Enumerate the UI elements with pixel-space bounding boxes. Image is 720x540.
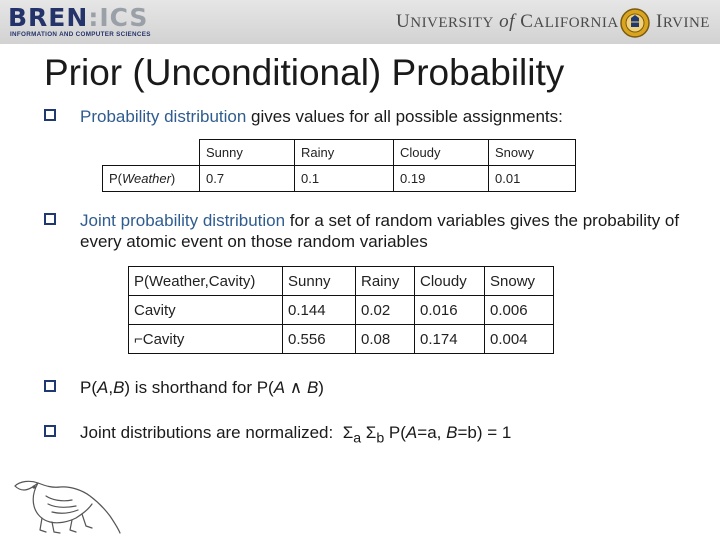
bullet-joint-distribution: Joint probability distribution for a set of random variables gives the probability of every atomic event on those random variables: [44, 210, 694, 252]
table-header-cell: P(Weather,Cavity): [129, 267, 283, 296]
table-header-cell: Sunny: [283, 267, 356, 296]
bullet-shorthand: P(A,B) is shorthand for P(A ∧ B): [44, 377, 684, 398]
table-header-cell: Rainy: [295, 140, 394, 166]
weather-distribution-table: [102, 139, 576, 192]
table-row: [129, 296, 554, 325]
table-header-cell: Sunny: [200, 140, 295, 166]
header-banner: [0, 0, 720, 44]
table-row: [129, 325, 554, 354]
table-header-cell: Cloudy: [415, 267, 485, 296]
table-cell: 0.02: [356, 296, 415, 325]
table-row: [129, 267, 554, 296]
table-row: [103, 166, 576, 192]
table-cell: 0.7: [200, 166, 295, 192]
table-cell: 0.016: [415, 296, 485, 325]
table-cell: 0.19: [394, 166, 489, 192]
table-cell: 0.174: [415, 325, 485, 354]
row-label: ⌐Cavity: [129, 325, 283, 354]
row-label: P(Weather): [103, 166, 200, 192]
irvine-wordmark: IRVINE: [656, 11, 710, 32]
uc-seal-icon: [620, 8, 650, 38]
anteater-logo-icon: [12, 478, 122, 536]
table-cell: 0.1: [295, 166, 394, 192]
table-cell: 0.144: [283, 296, 356, 325]
table-header-cell: Snowy: [489, 140, 576, 166]
bren-ics-logo: BREN:ICS INFORMATION AND COMPUTER SCIENCES: [8, 3, 151, 38]
table-cell: 0.01: [489, 166, 576, 192]
table-cell: 0.556: [283, 325, 356, 354]
square-bullet-icon: [44, 109, 56, 121]
table-row: [103, 140, 576, 166]
table-cell: 0.004: [485, 325, 554, 354]
slide-title: Prior (Unconditional) Probability: [44, 52, 565, 93]
joint-distribution-table: [128, 266, 554, 354]
row-label: Cavity: [129, 296, 283, 325]
uc-wordmark: UNIVERSITY of CALIFORNIA: [396, 11, 619, 32]
bullet-probability-distribution: Probability distribution gives values for all possible assignments:: [44, 106, 684, 127]
table-header-cell: Cloudy: [394, 140, 489, 166]
bullet-normalized: Joint distributions are normalized: $\Sigma_a$ $\Sigma_b$ P(A=a, B=b) = 1: [44, 422, 684, 449]
table-cell: 0.006: [485, 296, 554, 325]
square-bullet-icon: [44, 425, 56, 437]
square-bullet-icon: [44, 380, 56, 392]
square-bullet-icon: [44, 213, 56, 225]
table-cell: 0.08: [356, 325, 415, 354]
table-header-cell: Snowy: [485, 267, 554, 296]
table-header-cell: Rainy: [356, 267, 415, 296]
